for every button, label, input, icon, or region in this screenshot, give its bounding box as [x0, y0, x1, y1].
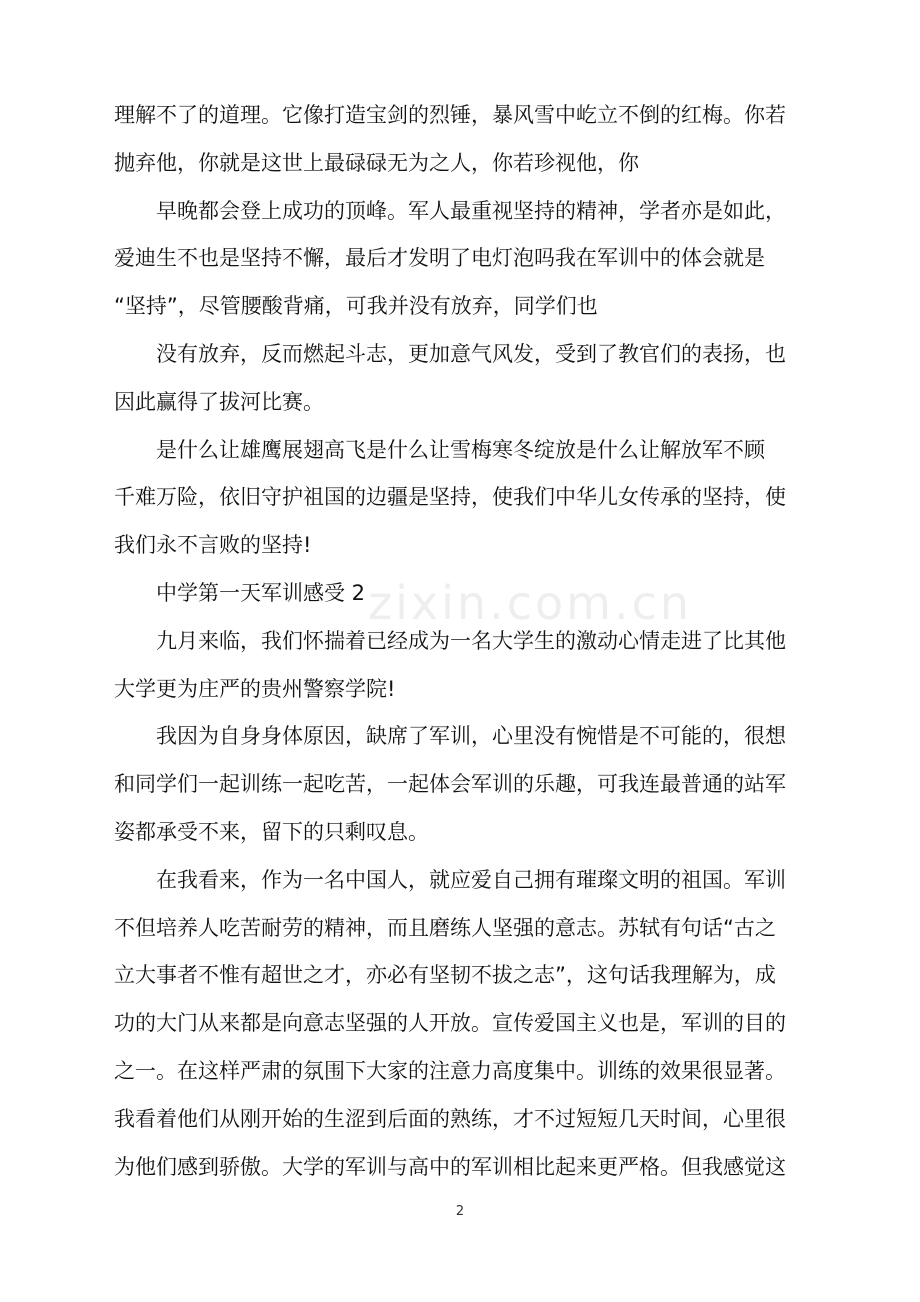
text-line: 功的大门从来都是向意志坚强的人开放。宣传爱国主义也是，军训的目的 [114, 1011, 786, 1036]
text-line: 在我看来，作为一名中国人，就应爱自己拥有璀璨文明的祖国。军训 [156, 867, 786, 892]
text-line: 我因为自身身体原因，缺席了军训，心里没有惋惜是不可能的，很想 [156, 724, 786, 749]
text-line: 我们永不言败的坚持! [114, 533, 312, 558]
text-line: 没有放弃，反而燃起斗志，更加意气风发，受到了教官们的表扬，也 [156, 341, 786, 366]
text-line: “坚持”，尽管腰酸背痛，可我并没有放弃，同学们也 [114, 294, 598, 319]
text-line: 立大事者不惟有超世之才，亦必有坚韧不拔之志”，这句话我理解为，成 [114, 963, 776, 988]
text-line: 千难万险，依旧守护祖国的边疆是坚持，使我们中华儿女传承的坚持，使 [114, 485, 786, 510]
text-line: 理解不了的道理。它像打造宝剑的烈锤，暴风雪中屹立不倒的红梅。你若 [114, 103, 786, 127]
text-line: 因此赢得了拔河比赛。 [114, 389, 324, 414]
text-line: 姿都承受不来，留下的只剩叹息。 [114, 819, 429, 844]
text-line: 早晚都会登上成功的顶峰。军人最重视坚持的精神，学者亦是如此， [156, 198, 786, 223]
text-line: 和同学们一起训练一起吃苦，一起体会军训的乐趣，可我连最普通的站军 [114, 772, 786, 797]
text-line: 爱迪生不也是坚持不懈，最后才发明了电灯泡吗我在军训中的体会就是 [114, 246, 765, 271]
text-line: 为他们感到骄傲。大学的军训与高中的军训相比起来更严格。但我感觉这 [114, 1154, 786, 1179]
text-line: 九月来临，我们怀揣着已经成为一名大学生的激动心情走进了比其他 [156, 628, 786, 653]
text-line: 之一。在这样严肃的氛围下大家的注意力高度集中。训练的效果很显著。 [114, 1058, 786, 1083]
section-heading: 中学第一天军训感受 2 [156, 580, 366, 605]
page-number: 2 [455, 1204, 465, 1219]
body-text [114, 92, 814, 1191]
text-line: 是什么让雄鹰展翅高飞是什么让雪梅寒冬绽放是什么让解放军不顾 [156, 437, 765, 462]
text-line: 我看着他们从刚开始的生涩到后面的熟练，才不过短短几天时间，心里很 [114, 1106, 786, 1131]
text-line: 抛弃他，你就是这世上最碌碌无为之人，你若珍视他，你 [114, 150, 639, 175]
watermark: zixin.com.cn [368, 576, 693, 630]
text-line: 不但培养人吃苦耐劳的精神，而且磨练人坚强的意志。苏轼有句话“古之 [114, 915, 776, 940]
text-line: 大学更为庄严的贵州警察学院! [114, 676, 396, 701]
